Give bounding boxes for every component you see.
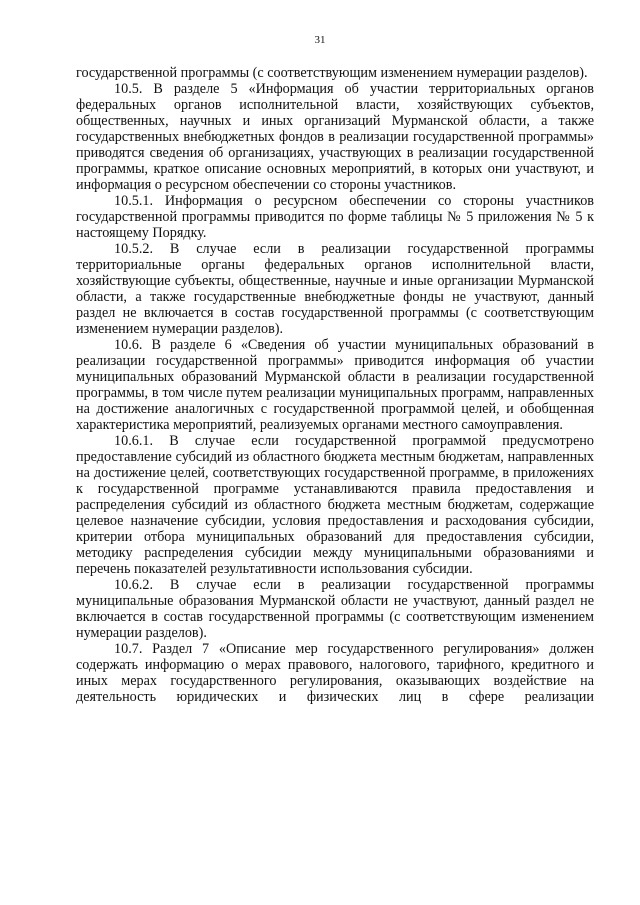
paragraph-10-5-2: 10.5.2. В случае если в реализации государственной программы территориальные органы федеральных органов исполнительной власти, хозяйствующие субъекты, общественные, научные и иные организации Мурманской области, а также государственные внебюджетные фонды не участвуют, данный раздел не включается в состав государственной программы (с соответствующим изменением нумерации разделов). [76,241,594,337]
paragraph-10-6-1: 10.6.1. В случае если государственной программой предусмотрено предоставление субсидий из областного бюджета местным бюджетам, направленных на достижение целей, соответствующих государственной программе, в приложениях к государственной программе устанавливаются правила предоставления и распределения субсидий из областного бюджета местным бюджетам, содержащие целевое назначение субсидии, условия предоставления и расходования субсидии, критерии отбора муниципальных образований для предоставления субсидии, методику распределения субсидии между муниципальными образованиями и перечень показателей результативности использования субсидии. [76,433,594,577]
document-body [76,65,594,705]
paragraph-continuation: государственной программы (с соответствующим изменением нумерации разделов). [76,65,588,81]
paragraph-10-6-2: 10.6.2. В случае если в реализации государственной программы муниципальные образования Мурманской области не участвуют, данный раздел не включается в состав государственной программы (с соответствующим изменением нумерации разделов). [76,577,594,641]
paragraph-10-5: 10.5. В разделе 5 «Информация об участии территориальных органов федеральных органов исполнительной власти, хозяйствующих субъектов, общественных, научных и иных организаций Мурманской области, а также государственных внебюджетных фондов в реализации государственной программы» приводятся сведения об организациях, участвующих в реализации государственной программы, краткое описание основных мероприятий, в которых они участвуют, и информация о ресурсном обеспечении со стороны участников. [76,81,594,193]
page-number: 31 [314,34,326,46]
paragraph-10-6: 10.6. В разделе 6 «Сведения об участии муниципальных образований в реализации государственной программы» приводится информация об участии муниципальных образований Мурманской области в реализации государственной программы, в том числе путем реализации муниципальных программ, направленных на достижение аналогичных с государственной программой целей, и обобщенная характеристика мероприятий, реализуемых органами местного самоуправления. [76,337,594,433]
paragraph-10-5-1: 10.5.1. Информация о ресурсном обеспечении со стороны участников государственной программы приводится по форме таблицы № 5 приложения № 5 к настоящему Порядку. [76,193,594,241]
paragraph-10-7: 10.7. Раздел 7 «Описание мер государственного регулирования» должен содержать информацию о мерах правового, налогового, тарифного, кредитного и иных мерах государственного регулирования, оказывающих воздействие на деятельность юридических и физических лиц в сфере реализации [76,641,594,705]
